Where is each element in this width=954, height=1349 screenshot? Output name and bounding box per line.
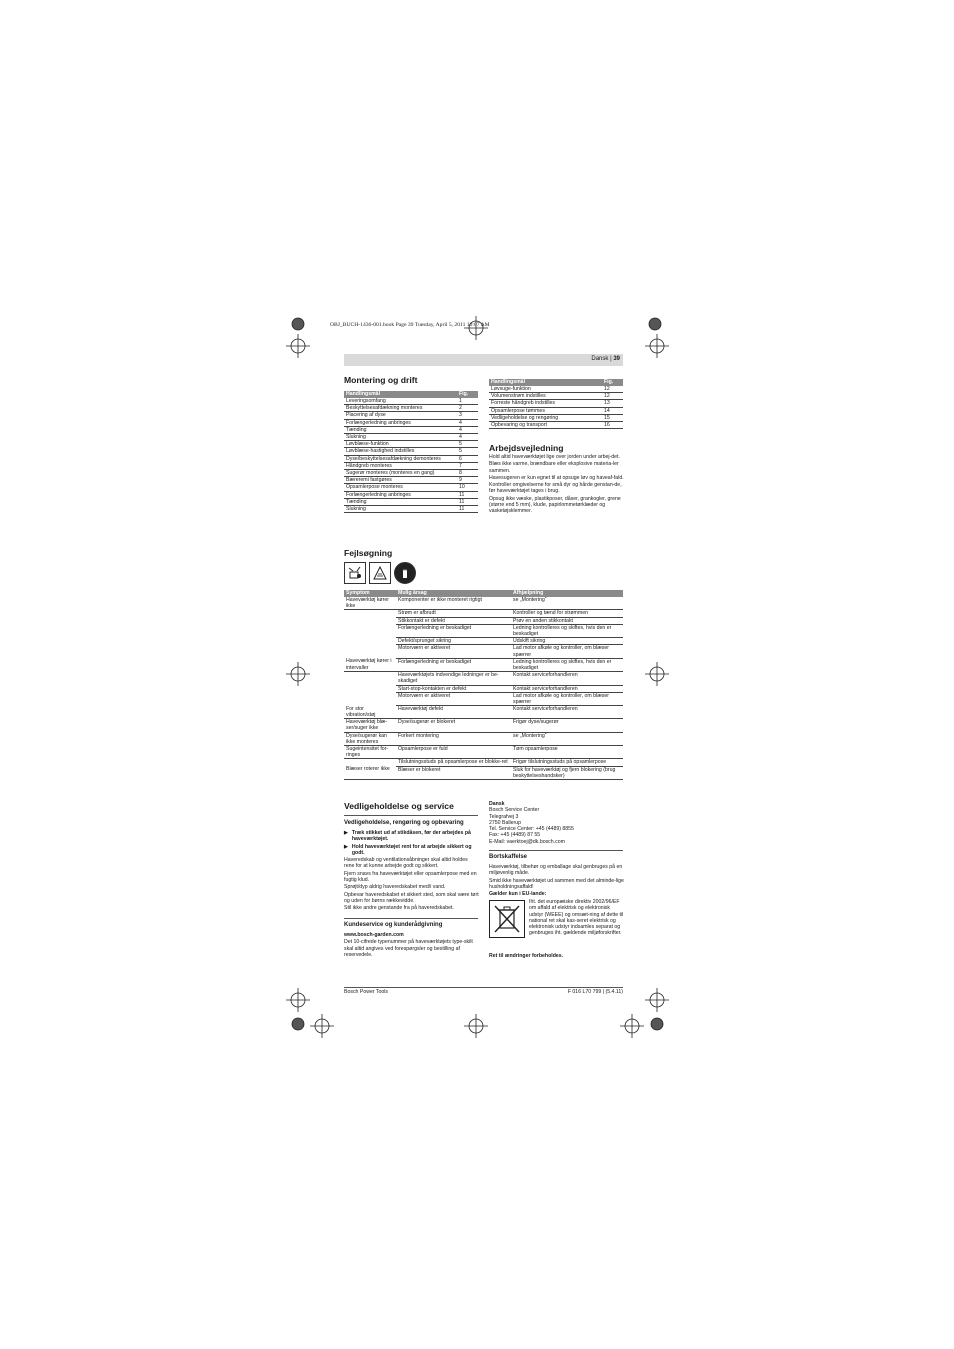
table-cell: Haveværktøj kører i intervaller: [344, 658, 396, 671]
montering-heading: Montering og drift: [344, 375, 418, 385]
table-cell: Sugerør monteres (monteres en gang): [344, 470, 457, 477]
table-cell: Tilslutningsstuds på opsamlerpose er blokke-ret: [396, 759, 511, 766]
col-fig-header: Fig.: [457, 391, 478, 398]
registration-dot-icon: [292, 318, 304, 330]
arbejds-heading: Arbejdsvejledning: [489, 443, 564, 453]
paragraph: Blæs ikke varme, brændbare eller eksplosive materia-ler sammen.: [489, 461, 619, 474]
gloves-icon: [369, 562, 391, 584]
table-row: [489, 393, 623, 400]
table-row: [344, 441, 478, 448]
contact-line: Tel. Service Center: +45 (4489) 8855: [489, 826, 574, 833]
crossed-bin-icon: [489, 900, 525, 938]
table-cell: 12: [602, 386, 623, 393]
safety-icons: [344, 562, 416, 584]
table-row: [344, 597, 623, 610]
table-cell: Blæser roterer ikke: [344, 766, 396, 779]
table-cell: 5: [457, 448, 478, 455]
table-cell: [344, 692, 396, 705]
bullet-arrow-icon: ▶: [344, 830, 348, 836]
bort-heading: Bortskaffelse: [489, 854, 528, 860]
table-row: [344, 462, 478, 469]
kunde-text: [344, 932, 479, 959]
bort-text: [489, 864, 624, 898]
table-cell: 6: [457, 455, 478, 462]
table-cell: Haveværktøjets indvendige ledninger er be-skadiget: [396, 672, 511, 685]
crosshair-mark-icon: [645, 334, 669, 358]
table-cell: 7: [457, 462, 478, 469]
paragraph: Opsug ikke væske, plastikposer, dåser, grankogler, grene (større end 5 mm), klude, papirlommetørklæder og vaskеtøjsklemmer.: [489, 495, 621, 515]
table-cell: Frigør dyse/sugerør: [511, 719, 623, 732]
bullet-item: [344, 844, 479, 857]
table-cell: Opsamlerpose tømmes: [489, 407, 602, 414]
website-link[interactable]: www.bosch-garden.com: [344, 932, 404, 938]
plug-unplug-icon: [344, 562, 366, 584]
table-row: [344, 398, 478, 405]
footer-divider: [344, 987, 623, 988]
contact-line: Fax: +45 (4489) 87 55: [489, 832, 541, 839]
table-cell: 4: [457, 434, 478, 441]
table-row: [344, 477, 478, 484]
crosshair-mark-icon: [286, 662, 310, 686]
paragraph: Kontroller omgivelserne for små dyr og hårde genstan-de, før haveværktøjet tages i brug.: [489, 482, 622, 495]
page-header-bar: [344, 354, 623, 366]
table-cell: Tænding: [344, 498, 457, 505]
table-row: [344, 455, 478, 462]
table-cell: Sluk for haveværktøj og fjern blokering (brug beskyttelseshandsker): [511, 766, 623, 779]
table-cell: Forlængerledning er beskadiget: [396, 624, 511, 637]
col-action-header: Handlingsmål: [489, 379, 602, 386]
divider: [344, 815, 478, 816]
table-row: [344, 498, 478, 505]
table-cell: Løvsuge-funktion: [489, 386, 602, 393]
table-row: [344, 470, 478, 477]
table-cell: Opbevaring og transport: [489, 422, 602, 429]
table-cell: Lad motor afkøle og kontroller, om blæser spærrer: [511, 692, 623, 705]
table-cell: [344, 672, 396, 685]
paragraph: Fjern snavs fra haveværktøjet eller opsamlerpose med en fugtig klud.: [344, 870, 477, 884]
fejl-heading: Fejlsøgning: [344, 548, 393, 558]
divider: [489, 850, 623, 851]
table-cell: 5: [457, 441, 478, 448]
table-row: [344, 766, 623, 779]
col-action-header: Handlingsmål: [344, 391, 457, 398]
table-row: [489, 414, 623, 421]
eu-label: Gælder kun i EU-lande:: [489, 891, 547, 898]
table-cell: 14: [602, 407, 623, 414]
table-cell: Kontakt serviceforhandleren: [511, 685, 623, 692]
table-cell: 12: [602, 393, 623, 400]
montering-table: [344, 391, 478, 513]
table-cell: Slukning: [344, 434, 457, 441]
book-info-line: OBJ_BUCH-1436-001.book Page 39 Tuesday, April 5, 2011 10:07 AM: [330, 322, 490, 328]
header-label: Dansk | 39: [591, 356, 620, 362]
footer-left: Bosch Power Tools: [344, 989, 389, 995]
table-row: [344, 745, 623, 758]
table-row: [344, 672, 623, 685]
paragraph: Haveredskab og ventilationsåbninger skal altid holdes rene for at kunne arbejde godt og sikkert.: [344, 857, 468, 870]
table-cell: [344, 645, 396, 658]
table-row: [344, 484, 478, 491]
table-cell: Forlængerledning anbringes: [344, 491, 457, 498]
glove-hand-icon: [394, 562, 416, 584]
crosshair-mark-icon: [310, 1014, 334, 1038]
crosshair-mark-icon: [286, 988, 310, 1012]
contact-country: Dansk: [489, 801, 505, 807]
crosshair-mark-icon: [645, 988, 669, 1012]
paragraph: Stil ikke andre genstande fra på haveredskabet.: [344, 905, 454, 912]
table-row: [344, 610, 623, 617]
table-cell: Strøm er afbrudt: [396, 610, 511, 617]
table-row: [489, 407, 623, 414]
change-notice: Ret til ændringer forbeholdes.: [489, 953, 564, 959]
table-row: [344, 638, 623, 645]
table-cell: Forreste håndgreb indstilles: [489, 400, 602, 407]
table-row: [344, 434, 478, 441]
table-cell: 8: [457, 470, 478, 477]
table-cell: se „Montering“: [511, 732, 623, 745]
table-cell: Defekt/sprunget sikring: [396, 638, 511, 645]
header-section: Dansk: [591, 356, 609, 362]
table-cell: Forlængerledning anbringes: [344, 419, 457, 426]
paragraph: Haveværktøj, tilbehør og emballage skal genbruges på en miljøvenlig måde.: [489, 864, 623, 877]
table-cell: Håndgreb monteres: [344, 462, 457, 469]
contact-line: Bosch Service Center: [489, 807, 540, 814]
table-cell: 16: [602, 422, 623, 429]
table-cell: Forlængerledning er beskadiget: [396, 658, 511, 671]
table-cell: 9: [457, 477, 478, 484]
table-cell: Dyse/sugerør kan ikke monteres: [344, 732, 396, 745]
crosshair-mark-icon: [464, 1014, 488, 1038]
bullet-arrow-icon: ▶: [344, 843, 348, 850]
table-cell: 2: [457, 405, 478, 412]
table-cell: Løvblæse-hastighed indstilles: [344, 448, 457, 455]
table-row: [344, 448, 478, 455]
table-cell: Frigør tilslutningsstuds på opsamlerpose: [511, 759, 623, 766]
registration-dot-icon: [292, 1018, 304, 1030]
table-row: [344, 658, 623, 671]
table-cell: Haveværktøj kører ikke: [344, 597, 396, 610]
arbejds-text: [489, 454, 624, 516]
table-row: [344, 506, 478, 513]
contact-block: [489, 801, 624, 845]
table-cell: Start-stop-kontakten er defekt: [396, 685, 511, 692]
table-cell: 13: [602, 400, 623, 407]
kunde-heading: Kundeservice og kunderådgivning: [344, 922, 443, 928]
table-cell: 11: [457, 498, 478, 505]
col-remedy-header: Afhjælpning: [511, 590, 623, 597]
table-row: [344, 732, 623, 745]
table-cell: Leveringsomfang: [344, 398, 457, 405]
table-cell: Forkert montering: [396, 732, 511, 745]
table-row: [344, 692, 623, 705]
table-cell: Dyse/beskyttelsesafdækning demonteres: [344, 455, 457, 462]
table-cell: se „Montering“: [511, 597, 623, 610]
table-cell: Beskyttelsesafdækning monteres: [344, 405, 457, 412]
table-cell: Tøm opsamlerpose: [511, 745, 623, 758]
table-row: [344, 719, 623, 732]
table-cell: Komponenter er ikke monteret rigtigt: [396, 597, 511, 610]
paragraph: Det 10-cifrede typenummer på haveværktøjets type-skilt skal altid angives ved forespørgsler og bestilling af reservedele.: [344, 939, 473, 958]
crosshair-mark-icon: [620, 1014, 644, 1038]
table-cell: 3: [457, 412, 478, 419]
table-cell: For stor vibration/støj: [344, 706, 396, 719]
eu-text: Iht. det europæiske direktiv 2002/96/EF om affald af elektrisk og elektronisk udstyr (WEEE) og omsæt-ning af dette til national ret skal kas-seret elektrisk og elektronisk udstyr indsamles separat og genbruges iht. gældende miljøforskrifter.: [529, 899, 624, 937]
bullet-item: [344, 830, 479, 843]
table-row: [344, 491, 478, 498]
table-cell: Prøv en anden stikkontakt: [511, 617, 623, 624]
table-cell: 11: [457, 491, 478, 498]
table-cell: Ledning kontrolleres og skiftes, hvis den er beskadiget: [511, 624, 623, 637]
table-cell: [344, 685, 396, 692]
table-cell: Volumenstrøm indstilles: [489, 393, 602, 400]
table-row: [344, 617, 623, 624]
table-cell: Placering af dyse: [344, 412, 457, 419]
table-row: [344, 419, 478, 426]
table-cell: Motorværn er aktiveret: [396, 645, 511, 658]
table-cell: Stikkontakt er defekt: [396, 617, 511, 624]
table-cell: Opsamlerpose monteres: [344, 484, 457, 491]
table-cell: Kontakt serviceforhandleren: [511, 672, 623, 685]
table-cell: Sugeintensitet for-ringes: [344, 745, 396, 758]
col-cause-header: Mulig årsag: [396, 590, 511, 597]
registration-dot-icon: [649, 318, 661, 330]
table-cell: Opsamlerpose er fuld: [396, 745, 511, 758]
table-cell: 1: [457, 398, 478, 405]
col-fig-header: Fig.: [602, 379, 623, 386]
crosshair-mark-icon: [286, 334, 310, 358]
table-cell: [344, 638, 396, 645]
table-cell: Ledning kontrolleres og skiftes, hvis den er beskadiget: [511, 658, 623, 671]
table-cell: [344, 610, 396, 617]
table-cell: Haveværktøj defekt: [396, 706, 511, 719]
footer-right: F 016 L70 799 | (5.4.11): [567, 989, 623, 995]
paragraph: Opbevar haveredskabet et sikkert sted, som skal være tørt og uden for børns rækkevidde.: [344, 891, 479, 904]
table-cell: Slukning: [344, 506, 457, 513]
table-cell: 15: [602, 414, 623, 421]
table-cell: Motorværn er aktiveret: [396, 692, 511, 705]
crosshair-mark-icon: [645, 662, 669, 686]
table-cell: Kontroller og tænd for strømmen: [511, 610, 623, 617]
table-header-row: [489, 379, 623, 386]
table-row: [344, 412, 478, 419]
table-header-row: [344, 391, 478, 398]
table-cell: Haveværktøj blæ-ser/suger ikke: [344, 719, 396, 732]
table-cell: Løvblæse-funktion: [344, 441, 457, 448]
page-number: 39: [613, 356, 620, 362]
table-row: [489, 422, 623, 429]
table-row: [344, 645, 623, 658]
col-symptom-header: Symptom: [344, 590, 396, 597]
bullet-text: Træk stikket ud af stikdåsen, før der arbejdes på haveværktøjet.: [351, 830, 471, 843]
table-cell: [344, 617, 396, 624]
table-cell: 4: [457, 419, 478, 426]
vedl-text: [344, 830, 479, 913]
contact-email[interactable]: E-Mail: vaerktoej@dk.bosch.com: [489, 838, 565, 845]
paragraph: Havesugeren er kun egnet til at opsuge løv og havеaf-fald.: [489, 474, 624, 481]
table-cell: Blæser er blokeret: [396, 766, 511, 779]
paragraph: Smid ikke haveværktøjet ud sammen med det alminde-lige husholdningsaffald!: [489, 877, 624, 890]
vedl-heading: Vedligeholdelse og service: [344, 801, 454, 811]
table-row: [344, 759, 623, 766]
table-header-row: [344, 590, 623, 597]
table-row: [489, 386, 623, 393]
table-row: [344, 706, 623, 719]
table-cell: Bæreremi fastgøres: [344, 477, 457, 484]
table-cell: 11: [457, 506, 478, 513]
table-cell: Tænding: [344, 426, 457, 433]
table-row: [344, 624, 623, 637]
paragraph: Hold altid haveværktøjet lige over jorden under arbej-det.: [489, 454, 620, 460]
table-row: [489, 400, 623, 407]
table-cell: Vedligeholdelse og rengøring: [489, 414, 602, 421]
table-cell: Dyse/sugerør er blokeret: [396, 719, 511, 732]
table-cell: [344, 624, 396, 637]
table-cell: 4: [457, 426, 478, 433]
registration-dot-icon: [651, 1018, 663, 1030]
montering-table-continued: [489, 379, 623, 429]
crosshair-mark-icon: [464, 316, 488, 340]
table-cell: 10: [457, 484, 478, 491]
table-cell: [344, 759, 396, 766]
contact-line: Telegrafvej 3: [489, 813, 519, 820]
paragraph: Sprøjt/dyp aldrig haveredskabet med/i vand.: [344, 884, 446, 891]
table-row: [344, 405, 478, 412]
vedl-subheading: Vedligeholdelse, rengøring og opbevaring: [344, 820, 464, 826]
table-cell: Lad motor afkøle og kontroller, om blæser spærrer: [511, 645, 623, 658]
table-row: [344, 685, 623, 692]
table-cell: Kontakt serviceforhandleren: [511, 706, 623, 719]
table-cell: Udskift sikring: [511, 638, 623, 645]
bullet-text: Hold haveværktøjet rent for at arbejde sikkert og godt.: [351, 843, 472, 856]
fejl-table: [344, 590, 623, 780]
divider: [344, 918, 478, 919]
contact-line: 2750 Ballerup: [489, 819, 522, 826]
table-row: [344, 426, 478, 433]
